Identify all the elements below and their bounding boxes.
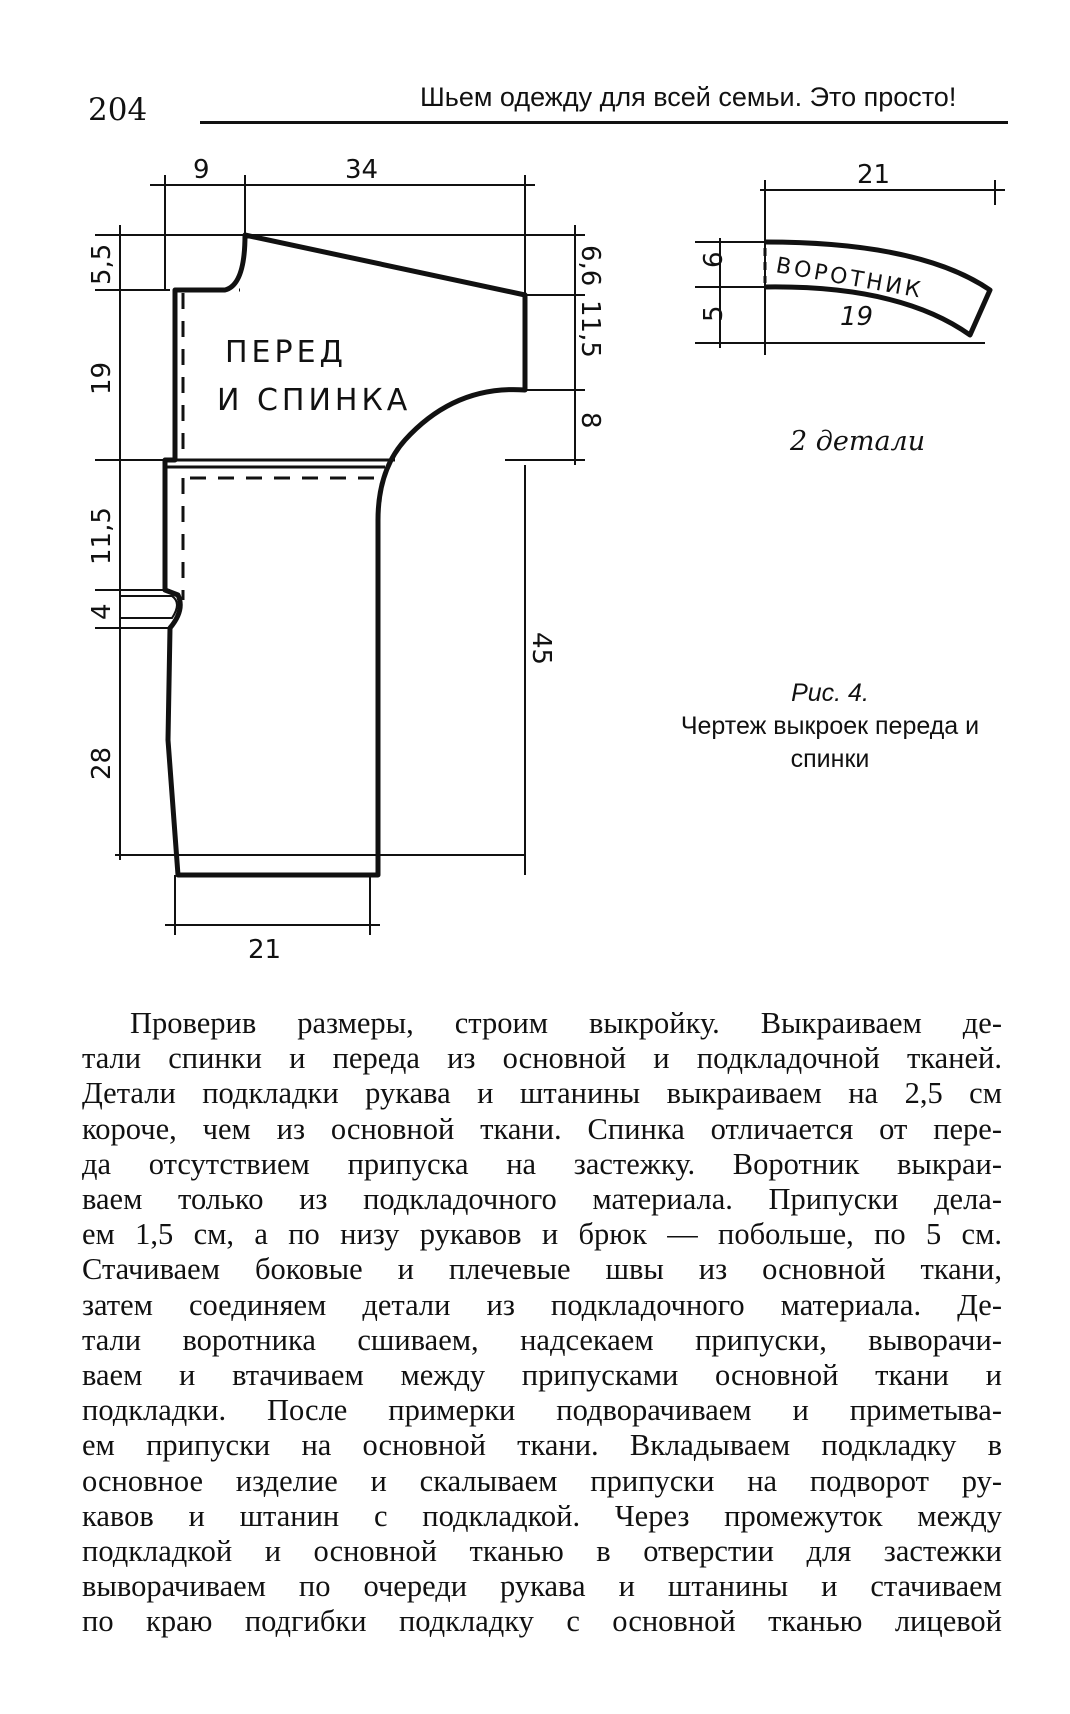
dim-left-neck: 5,5 xyxy=(87,243,117,285)
text-line: Детали подкладки рукава и штанины выкраиваем на 2,5 см xyxy=(82,1076,1002,1111)
text-line: ваем только из подкладочного материала. Припуски дела- xyxy=(82,1182,1002,1217)
text-line: ваем и втачиваем между припусками основной ткани и xyxy=(82,1358,1002,1393)
piece-label-line2: И СПИНКА xyxy=(217,383,412,418)
text-line: кавов и штанин с подкладкой. Через промежуток между xyxy=(82,1498,1002,1533)
running-title: Шьем одежду для всей семьи. Это просто! xyxy=(420,82,957,112)
dim-right-sleeve: 8 xyxy=(575,412,605,429)
text-line: ем 1,5 см, а по низу рукавов и брюк — побольше, по 5 см. xyxy=(82,1217,1002,1252)
text-line: Стачиваем боковые и плечевые швы из основной ткани, xyxy=(82,1252,1002,1287)
piece-label-line1: ПЕРЕД xyxy=(225,335,347,370)
dim-top-right: 34 xyxy=(345,155,379,185)
text-line: тали воротника сшиваем, надсекаем припуски, выворачи- xyxy=(82,1322,1002,1357)
text-line: да отсутствием припуска на застежку. Воротник выкраи- xyxy=(82,1146,1002,1181)
figure-number: Рис. 4. xyxy=(791,679,869,707)
slit-outline xyxy=(120,596,177,618)
body-paragraph xyxy=(82,1006,1002,1640)
text-line: затем соединяем детали из подкладочного материала. Де- xyxy=(82,1287,1002,1322)
text-line: подкладки. После примерки подворачиваем и приметыва- xyxy=(82,1393,1002,1428)
dim-left-upper: 19 xyxy=(87,361,117,395)
dim-left-lower: 28 xyxy=(87,746,117,780)
text-line: подкладкой и основной тканью в отверстии для застежки xyxy=(82,1534,1002,1569)
collar-dim-top: 21 xyxy=(857,160,891,190)
dim-right-shoulder: 6,6 xyxy=(575,245,605,287)
collar-dim-inner: 19 xyxy=(840,302,874,332)
text-line: основное изделие и скалываем припуски на подворот ру- xyxy=(82,1463,1002,1498)
text-line: по краю подгибки подкладку с основной тканью лицевой xyxy=(82,1604,1002,1639)
text-line: ем припуски на основной ткани. Вкладываем подкладку в xyxy=(82,1428,1002,1463)
collar-dim-left-lower: 5 xyxy=(699,305,729,322)
text-line: короче, чем из основной ткани. Спинка отличается от пере- xyxy=(82,1111,1002,1146)
text-line: тали спинки и переда из основной и подкладочной тканей. xyxy=(82,1041,1002,1076)
dim-bottom: 21 xyxy=(248,935,282,965)
text-line: выворачиваем по очереди рукава и штанины и стачиваем xyxy=(82,1569,1002,1604)
collar-dim-left-upper: 6 xyxy=(699,251,729,268)
collar-quantity-note: 2 детали xyxy=(790,426,926,457)
page-number: 204 xyxy=(88,92,148,128)
text-line: Проверив размеры, строим выкройку. Выкраиваем де- xyxy=(130,1006,1002,1040)
collar-label: ВОРОТНИК xyxy=(773,253,926,304)
dim-left-middle: 11,5 xyxy=(87,507,117,565)
dim-top-left: 9 xyxy=(193,155,210,185)
dim-right-side: 45 xyxy=(526,632,556,666)
dim-right-armhole: 11,5 xyxy=(575,300,605,358)
figure-title: Чертеж выкроек переда и спинки xyxy=(680,712,980,773)
dim-left-small: 4 xyxy=(87,603,117,620)
dimension-lines xyxy=(95,175,585,935)
figure-caption xyxy=(640,677,1020,776)
front-back-outline xyxy=(165,235,525,875)
